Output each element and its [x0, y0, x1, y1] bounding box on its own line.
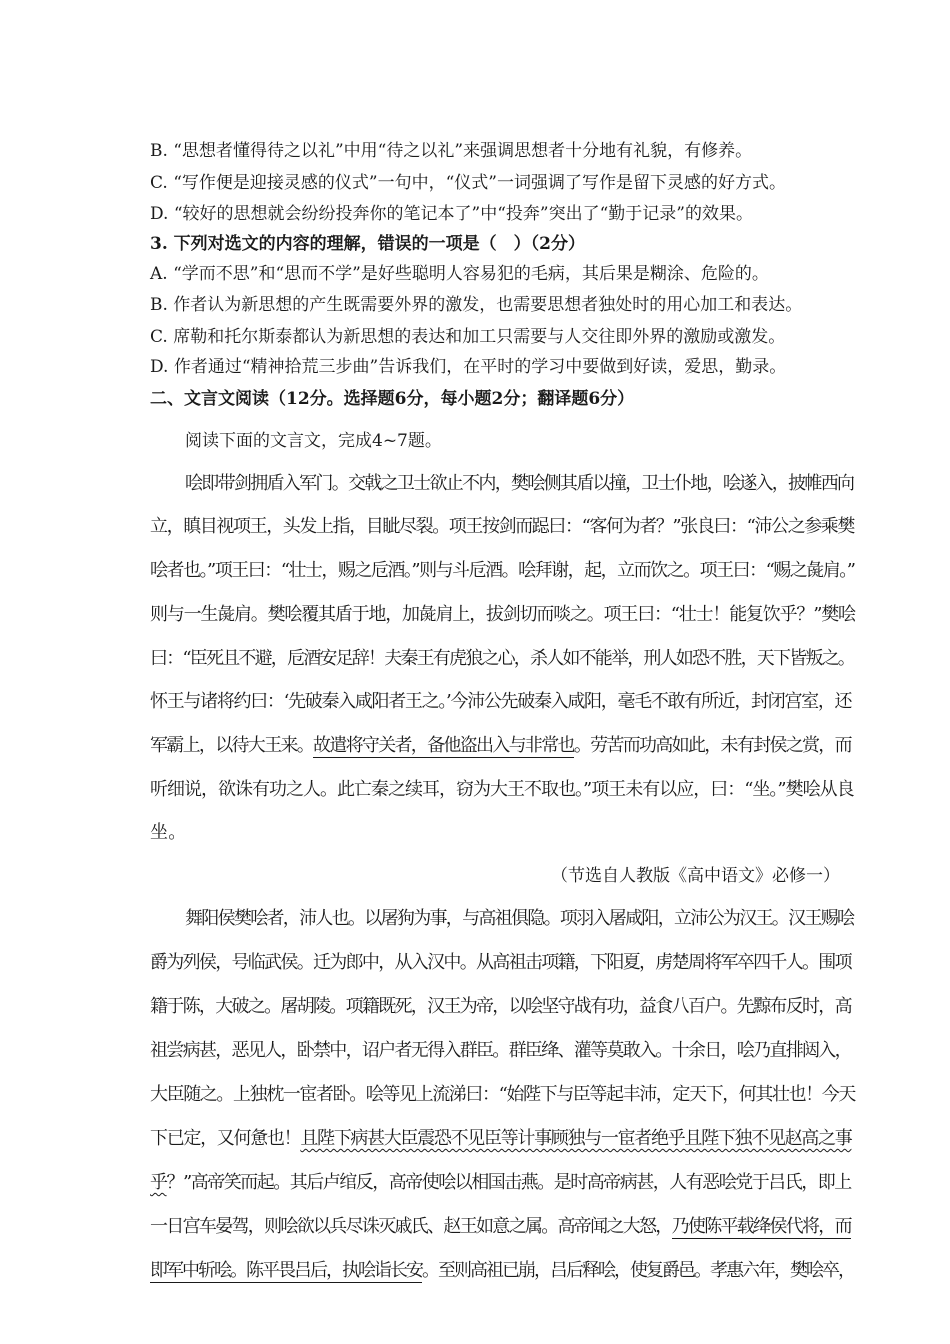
- q2-option-d: D. “较好的思想就会纷纷投奔你的笔记本了”中“投奔”突出了“勤于记录”的效果。: [150, 204, 753, 224]
- passage2-line: 大臣随之。上独枕一宦者卧。哙等见上流涕曰：“始陛下与臣等起丰沛，定天下，何其壮也！今天: [150, 1084, 855, 1105]
- underlined-sentence: 即军中斩哙。陈平畏吕后，执哙诣长安: [150, 1260, 422, 1281]
- q3-option-d: D. 作者通过“精神拾荒三步曲”告诉我们，在平时的学习中要做到好读，爱思，勤录。: [150, 357, 787, 377]
- passage1-line: 则与一生彘肩。樊哙覆其盾于地，加彘肩上，拔剑切而啖之。项王曰：“壮士！能复饮乎？”樊哙: [150, 604, 855, 625]
- passage1-line: [150, 736, 851, 756]
- passage1-line: 哙即带剑拥盾入军门。交戟之卫士欲止不内，樊哙侧其盾以撞，卫士仆地，哙遂入，披帷西向: [185, 473, 854, 494]
- section-heading: 二、文言文阅读（12分。选择题6分，每小题2分；翻译题6分）: [150, 389, 635, 409]
- underlined-sentence: 乃使陈平载绛侯代将，而: [671, 1216, 851, 1237]
- q3-stem: 3. 下列对选文的内容的理解，错误的一项是（ ）（2分）: [150, 234, 585, 254]
- wavy-underlined-sentence: 且陛下病甚大臣震恐不见臣等计事顾独与一宦者绝乎且陛下独不见赵高之事: [300, 1128, 852, 1149]
- passage2-line: 爵为列侯，号临武侯。迁为郎中，从入汉中。从高祖击项籍，下阳夏，虏楚周将军卒四千人。围项: [150, 952, 851, 973]
- passage2-line: 舞阳侯樊哙者，沛人也。以屠狗为事，与高祖俱隐。项羽入屠咸阳，立沛公为汉王。汉王赐哙: [185, 908, 854, 929]
- text-segment: 。至则高祖已崩，吕后释哙，使复爵邑。孝惠六年，樊哙卒，: [422, 1260, 854, 1281]
- q3-option-b: B. 作者认为新思想的产生既需要外界的激发，也需要思想者独处时的用心加工和表达。: [150, 295, 803, 315]
- text-segment: 下已定，又何惫也！: [150, 1128, 301, 1149]
- passage2-line: 籍于陈，大破之。屠胡陵。项籍既死，汉王为帝，以哙坚守战有功，益食八百户。先黥布反时，高: [150, 996, 851, 1017]
- text-segment: 。劳苦而功高如此，未有封侯之赏，而: [573, 735, 851, 756]
- passage1-line: 坐。: [150, 822, 187, 843]
- passage2-line: [150, 1261, 854, 1281]
- reading-instruction: 阅读下面的文言文，完成4~7题。: [185, 431, 442, 451]
- text-segment: ？”高帝笑而起。其后卢绾反，高帝使哙以相国击燕。是时高帝病甚，人有恶哙党于吕氏，即上: [166, 1172, 851, 1193]
- passage1-line: 哙者也。”项王曰：“壮士，赐之卮酒。”则与斗卮酒。哙拜谢，起，立而饮之。项王曰：“赐之彘肩。”: [150, 560, 855, 581]
- passage2-line: [150, 1217, 851, 1237]
- passage1-line: 怀王与诸将约曰：‘先破秦入咸阳者王之。’今沛公先破秦入咸阳，毫毛不敢有所近，封闭宫室，还: [150, 691, 852, 712]
- passage1-line: 听细说，欲诛有功之人。此亡秦之续耳，窃为大王不取也。”项王未有以应，曰：“坐。”樊哙从良: [150, 779, 854, 800]
- source-citation: （节选自人教版《高中语文》必修一）: [551, 866, 840, 886]
- passage2-line: 祖尝病甚，恶见人，卧禁中，诏户者无得入群臣。群臣绛、灌等莫敢入。十余日，哙乃直排闼入，: [150, 1040, 851, 1061]
- passage1-line: 曰：“臣死且不避，卮酒安足辞！夫秦王有虎狼之心，杀人如不能举，刑人如恐不胜，天下皆叛之。: [150, 648, 854, 669]
- text-segment: 军霸上，以待大王来。: [150, 735, 313, 756]
- q3-option-a: A. “学而不思”和“思而不学”是好些聪明人容易犯的毛病，其后果是糊涂、危险的。: [150, 264, 769, 284]
- underlined-sentence: 故遣将守关者，备他盗出入与非常也: [313, 735, 574, 756]
- passage2-line: [150, 1129, 851, 1149]
- q2-option-c: C. “写作便是迎接灵感的仪式”一句中，“仪式”一词强调了写作是留下灵感的好方式。: [150, 173, 786, 193]
- passage2-line: [150, 1173, 851, 1193]
- q2-option-b: B. “思想者懂得待之以礼”中用“待之以礼”来强调思想者十分地有礼貌，有修养。: [150, 141, 753, 161]
- text-segment: 一日宫车晏驾，则哙欲以兵尽诛灭戚氏、赵王如意之属。高帝闻之大怒，: [150, 1216, 672, 1237]
- passage1-line: 立，瞋目视项王，头发上指，目眦尽裂。项王按剑而跽曰：“客何为者？”张良曰：“沛公之参乘樊: [150, 516, 855, 537]
- q3-option-c: C. 席勒和托尔斯泰都认为新思想的表达和加工只需要与人交往即外界的激励或激发。: [150, 327, 786, 347]
- wavy-underlined-sentence: 乎: [150, 1172, 167, 1193]
